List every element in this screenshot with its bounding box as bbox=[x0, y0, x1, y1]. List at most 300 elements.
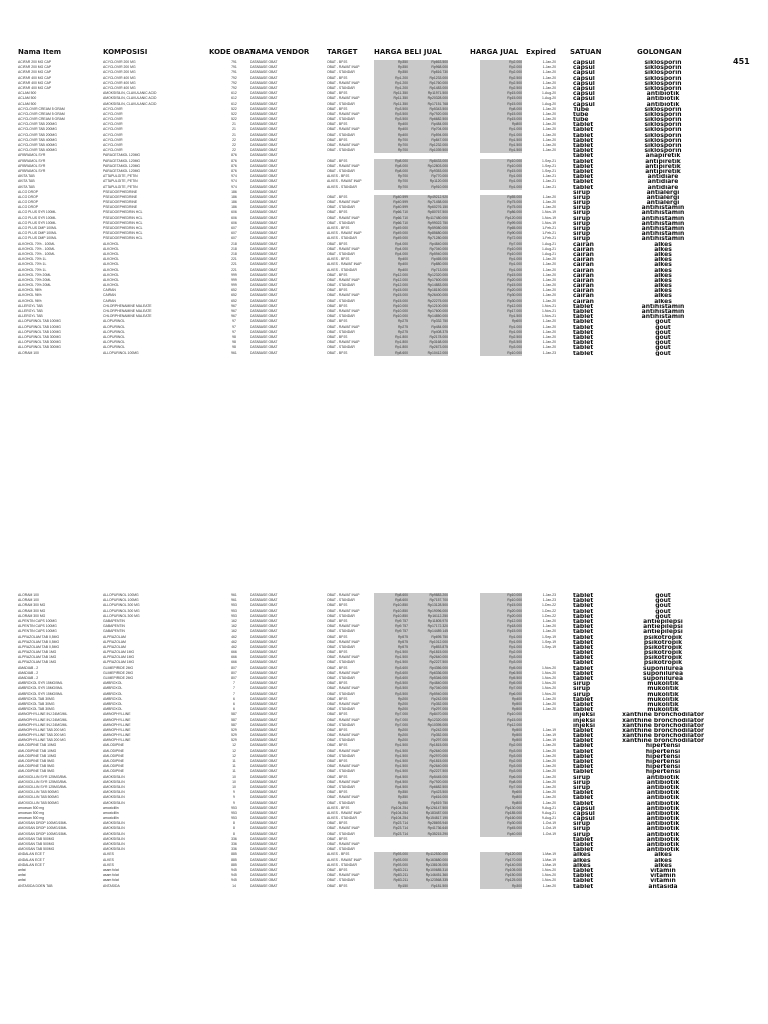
cell-harga-beli: Rp4.000 bbox=[374, 242, 408, 247]
cell-komposisi: GLIMEPIRIDE 2MG bbox=[103, 665, 134, 670]
cell-harga-jual: Rp86.000 bbox=[480, 210, 522, 215]
cell-nama-vendor: DATABASE OBAT bbox=[250, 143, 278, 147]
cell-harga-jual: Rp2.000 bbox=[480, 650, 522, 655]
cell-satuan: cairan bbox=[573, 267, 594, 273]
cell-satuan: tablet bbox=[573, 158, 594, 164]
cell-target: OBAT - STANDAR bbox=[327, 660, 355, 665]
cell-harga-jual: Rp2.500 bbox=[480, 81, 522, 86]
cell-nama-vendor: DATABASE OBAT bbox=[250, 717, 278, 722]
cell-golongan: siklosporin bbox=[644, 122, 682, 128]
cell-target: ALKES - RAWAT INAP bbox=[327, 857, 362, 862]
cell-nama-item: ALLERGYL TAB bbox=[18, 314, 43, 319]
cell-expired: 1-Aug-20 bbox=[542, 96, 556, 101]
cell-expired: 1-Jan-20 bbox=[542, 293, 556, 298]
cell-golongan: siklosporin bbox=[644, 85, 682, 92]
cell-kode-obat: 606 bbox=[231, 220, 237, 225]
cell-target: OBAT - BPJS bbox=[327, 634, 348, 639]
cell-nama-item: ALPRAZOLAM TAB 1MG bbox=[18, 650, 57, 655]
cell-harga-jual-target: Rp695.750 bbox=[408, 635, 448, 640]
cell-kode-obat: 792 bbox=[231, 85, 237, 90]
cell-kode-obat: 876 bbox=[231, 158, 237, 163]
cell-expired: 1-Nov-19 bbox=[542, 220, 556, 225]
cell-kode-obat: 11 bbox=[232, 759, 236, 763]
cell-nama-vendor: DATABASE OBAT bbox=[250, 593, 278, 597]
header-golongan: GOLONGAN bbox=[637, 48, 682, 56]
cell-nama-vendor: DATABASE OBAT bbox=[250, 842, 278, 846]
cell-harga-jual-target: Rp5346.000 bbox=[408, 676, 448, 681]
cell-target: OBAT - RAWAT INAP bbox=[327, 748, 360, 753]
cell-harga-beli: Rp1.500 bbox=[374, 769, 408, 774]
table-row bbox=[0, 884, 768, 889]
cell-komposisi: GABAPENTIN bbox=[103, 624, 125, 629]
cell-golongan: antibiotik bbox=[646, 800, 680, 806]
cell-komposisi: AMINOPHYLLINE bbox=[103, 717, 131, 722]
cell-kode-obat: 14 bbox=[232, 883, 236, 888]
cell-nama-item: ACIFAR 400 MG CAP bbox=[18, 75, 52, 80]
cell-satuan: tablet bbox=[573, 738, 594, 744]
cell-nama-vendor: DATABASE OBAT bbox=[250, 277, 278, 282]
cell-nama-item: ACIFAR 200 MG CAP bbox=[18, 60, 52, 64]
cell-harga-jual: Rp600 bbox=[480, 790, 522, 795]
cell-komposisi: AMLODIPINE bbox=[103, 759, 124, 763]
cell-harga-jual: Rp15.000 bbox=[480, 273, 522, 278]
cell-target: OBAT - BPJS bbox=[327, 137, 348, 142]
cell-nama-item: ACLAM 500 bbox=[18, 91, 37, 96]
cell-nama-item: ALCO DROP bbox=[18, 200, 38, 205]
cell-harga-beli: Rp700 bbox=[374, 138, 408, 143]
cell-kode-obat: 22 bbox=[232, 148, 236, 153]
cell-nama-item: ACYCLOVIR CREAM 5 GRAM bbox=[18, 117, 65, 122]
cell-komposisi: ALKOHOL bbox=[103, 272, 120, 277]
cell-satuan: cairan bbox=[573, 257, 594, 263]
cell-nama-vendor: DATABASE OBAT bbox=[250, 303, 278, 308]
cell-kode-obat: 945 bbox=[231, 873, 237, 878]
cell-expired: 1-Jan-20 bbox=[542, 148, 556, 153]
cell-harga-jual-target: Rp880.000 bbox=[408, 262, 448, 267]
cell-expired: 1-Jan-23 bbox=[542, 598, 556, 603]
cell-target: OBAT - STANDAR bbox=[327, 117, 355, 122]
cell-golongan: gout bbox=[655, 329, 671, 335]
cell-kode-obat: 336 bbox=[231, 842, 237, 846]
cell-harga-jual: Rp18.000 bbox=[480, 624, 522, 629]
cell-komposisi: AMOKSISILIN bbox=[103, 779, 125, 784]
cell-expired: 1-Jan-19 bbox=[542, 733, 556, 738]
cell-nama-vendor: DATABASE OBAT bbox=[250, 878, 278, 883]
cell-expired: 1-Jan-20 bbox=[542, 298, 556, 303]
cell-target: ALKES - RAWAT INAP bbox=[327, 231, 362, 236]
cell-nama-vendor: DATABASE OBAT bbox=[250, 764, 278, 769]
cell-komposisi: ACYCLOVIR 400 MG bbox=[103, 75, 136, 80]
cell-harga-beli: Rp9.757 bbox=[374, 624, 408, 629]
cell-satuan: capsul bbox=[573, 96, 595, 102]
cell-harga-beli: Rp1.500 bbox=[374, 759, 408, 764]
cell-nama-item: ACYCLOVIR TAB 200MG bbox=[18, 132, 57, 137]
cell-harga-jual-target: Rp5940.000 bbox=[408, 252, 448, 257]
cell-golongan: antibiotik bbox=[646, 821, 680, 827]
cell-komposisi: ALOPURINOL bbox=[103, 345, 125, 350]
cell-komposisi: AMOKSISILIN bbox=[103, 795, 125, 800]
cell-komposisi: ALOPURINOL bbox=[103, 340, 125, 345]
cell-nama-item: ALLOPURINOL TAB 300MG bbox=[18, 334, 61, 339]
cell-nama-item: ALLOPURINOL TAB 100MG bbox=[18, 319, 61, 324]
cell-golongan: antibiotik bbox=[646, 795, 680, 801]
cell-nama-item: ALKOHOL 70% 1L bbox=[18, 267, 47, 272]
cell-nama-item: ALPENTIN CAPS 100MG bbox=[18, 624, 57, 629]
cell-kode-obat: 10 bbox=[232, 774, 236, 779]
cell-expired: 1-Jan-23 bbox=[542, 593, 556, 597]
cell-expired: 1-Oct-19 bbox=[542, 831, 556, 836]
cell-nama-vendor: DATABASE OBAT bbox=[250, 85, 278, 90]
cell-expired: 1-Jan-20 bbox=[542, 283, 556, 288]
cell-satuan: tablet bbox=[573, 168, 594, 175]
cell-kode-obat: 221 bbox=[231, 257, 237, 262]
cell-nama-vendor: DATABASE OBAT bbox=[250, 707, 278, 712]
cell-golongan: alkes bbox=[654, 293, 672, 299]
cell-harga-beli: Rp275 bbox=[374, 325, 408, 330]
cell-nama-vendor: DATABASE OBAT bbox=[250, 334, 278, 339]
cell-nama-vendor: DATABASE OBAT bbox=[250, 691, 278, 696]
cell-harga-beli: Rp12.000 bbox=[374, 278, 408, 283]
cell-target: OBAT - STANDAR bbox=[327, 707, 355, 712]
cell-nama-item: ALCO PLUS SYR 100ML bbox=[18, 215, 57, 220]
cell-harga-jual: Rp2.000 bbox=[480, 65, 522, 70]
cell-satuan: tablet bbox=[573, 137, 594, 144]
cell-golongan: siklosporin bbox=[644, 117, 682, 123]
cell-kode-obat: 336 bbox=[231, 847, 237, 852]
cell-harga-jual: Rp10.000 bbox=[480, 247, 522, 252]
cell-harga-beli: Rp8.000 bbox=[374, 164, 408, 169]
cell-kode-obat: 8 bbox=[233, 821, 235, 826]
cell-nama-vendor: DATABASE OBAT bbox=[250, 298, 278, 303]
cell-nama-vendor: DATABASE OBAT bbox=[250, 91, 278, 96]
cell-harga-jual-target: Rp1483.000 bbox=[408, 86, 448, 91]
cell-harga-beli: Rp400 bbox=[374, 133, 408, 138]
cell-nama-item: AFIBRAMOL SYR bbox=[18, 163, 46, 168]
cell-harga-jual-target: Rp2227.500 bbox=[408, 769, 448, 774]
cell-target: OBAT - STANDAR bbox=[327, 691, 355, 696]
cell-golongan: siklosporin bbox=[644, 60, 682, 66]
cell-harga-jual: Rp400 bbox=[480, 697, 522, 702]
cell-harga-beli: Rp4.500 bbox=[374, 785, 408, 790]
cell-komposisi: AMBROXOL bbox=[103, 686, 123, 691]
cell-target: ALKES - STANDAR bbox=[327, 862, 357, 867]
cell-harga-jual: Rp75.000 bbox=[480, 200, 522, 205]
cell-harga-beli: Rp4.000 bbox=[374, 247, 408, 252]
cell-golongan: alkes bbox=[654, 283, 672, 289]
cell-harga-jual: Rp1.500 bbox=[480, 148, 522, 153]
cell-harga-beli: Rp400 bbox=[374, 257, 408, 262]
cell-expired: 1-Mar-19 bbox=[542, 857, 556, 862]
cell-harga-beli: Rp49.000 bbox=[374, 226, 408, 231]
cell-nama-vendor: DATABASE OBAT bbox=[250, 696, 278, 701]
cell-nama-item: ANDALAN ECE T bbox=[18, 852, 45, 857]
cell-satuan: capsul bbox=[573, 101, 595, 107]
cell-kode-obat: 529 bbox=[231, 733, 237, 738]
cell-target: OBAT - RAWAT INAP bbox=[327, 701, 360, 706]
cell-expired: 1-Dec-22 bbox=[542, 613, 556, 618]
cell-expired: 1-Dec-22 bbox=[542, 608, 556, 613]
cell-nama-item: amoxsan 500 mg bbox=[18, 816, 45, 821]
cell-expired: 1-Jan-20 bbox=[542, 127, 556, 132]
cell-nama-vendor: DATABASE OBAT bbox=[250, 598, 278, 603]
cell-harga-jual-target: Rp12320.000 bbox=[408, 718, 448, 723]
cell-nama-vendor: DATABASE OBAT bbox=[250, 676, 278, 680]
cell-harga-beli: Rp11.350 bbox=[374, 102, 408, 107]
cell-golongan: antibiotik bbox=[646, 836, 680, 843]
cell-nama-item: AFIBRAMOL SYR bbox=[18, 153, 46, 158]
cell-komposisi: PARACETAMOL 120MG bbox=[103, 168, 141, 173]
cell-harga-beli: Rp400 bbox=[374, 122, 408, 127]
cell-nama-vendor: DATABASE OBAT bbox=[250, 324, 278, 329]
cell-expired: 1-Oct-19 bbox=[542, 821, 556, 826]
cell-expired: 1-Oct-19 bbox=[542, 826, 556, 831]
cell-harga-jual-target: Rp663.500 bbox=[408, 60, 448, 65]
cell-nama-item: AMBROXOL TAB 30MG bbox=[18, 701, 55, 706]
cell-nama-vendor: DATABASE OBAT bbox=[250, 686, 278, 691]
cell-expired: 1-Jan-20 bbox=[542, 618, 556, 623]
cell-golongan: gout bbox=[655, 603, 671, 609]
cell-kode-obat: 885 bbox=[231, 862, 237, 867]
cell-nama-item: AMBROXOL TAB 30MG bbox=[18, 696, 55, 701]
cell-harga-jual-target: Rp138105.000 bbox=[408, 863, 448, 868]
cell-nama-vendor: DATABASE OBAT bbox=[250, 96, 278, 101]
cell-nama-vendor: DATABASE OBAT bbox=[250, 153, 278, 158]
cell-target: OBAT - STANDAR bbox=[327, 283, 355, 288]
cell-nama-item: AMOXICILLIN SYR 125MG/5ML bbox=[18, 784, 67, 789]
cell-kode-obat: 9 bbox=[233, 795, 235, 800]
cell-harga-jual: Rp500 bbox=[480, 738, 522, 743]
cell-harga-jual: Rp45.000 bbox=[480, 826, 522, 831]
cell-expired: 1-Jan-20 bbox=[542, 288, 556, 293]
cell-harga-jual-target: Rp770.000 bbox=[408, 174, 448, 179]
cell-harga-beli: Rp200 bbox=[374, 697, 408, 702]
cell-target: OBAT - BPJS bbox=[327, 712, 348, 717]
cell-kode-obat: 587 bbox=[231, 712, 237, 717]
cell-kode-obat: 186 bbox=[231, 189, 237, 194]
cell-satuan: tablet bbox=[573, 603, 594, 609]
cell-satuan: sirup bbox=[573, 194, 591, 201]
cell-expired: 1-Jan-20 bbox=[542, 272, 556, 277]
cell-nama-vendor: DATABASE OBAT bbox=[250, 288, 278, 293]
cell-kode-obat: 21 bbox=[232, 132, 236, 137]
cell-harga-beli: Rp1.200 bbox=[374, 76, 408, 81]
cell-target: OBAT - STANDAR bbox=[327, 847, 355, 852]
cell-harga-jual-target: Rp59080.000 bbox=[408, 226, 448, 231]
cell-nama-item: ALORAM 300 MG bbox=[18, 613, 46, 618]
cell-harga-jual-target: Rp71458.000 bbox=[408, 200, 448, 205]
cell-harga-jual-target: Rp5940.000 bbox=[408, 692, 448, 697]
cell-golongan: siklosporin bbox=[644, 106, 682, 112]
cell-target: OBAT - RAWAT INAP bbox=[327, 111, 360, 116]
cell-satuan: tablet bbox=[573, 795, 594, 801]
cell-harga-jual: Rp1.000 bbox=[480, 635, 522, 640]
cell-golongan: antidiare bbox=[647, 174, 679, 180]
cell-harga-beli: Rp1.500 bbox=[374, 743, 408, 748]
table-block-1 bbox=[0, 60, 768, 356]
cell-target: OBAT - RAWAT INAP bbox=[327, 670, 360, 675]
cell-expired: 1-Jan-20 bbox=[542, 748, 556, 753]
cell-nama-item: ACIFAR 400 MG CAP bbox=[18, 85, 52, 90]
cell-harga-beli: Rp3.500 bbox=[374, 117, 408, 122]
cell-komposisi: ALKOHOL bbox=[103, 262, 120, 267]
cell-target: OBAT - BPJS bbox=[327, 319, 348, 324]
cell-golongan: suponilurea bbox=[643, 670, 683, 677]
cell-golongan: antibiotik bbox=[646, 847, 680, 853]
cell-satuan: cairan bbox=[573, 277, 594, 284]
cell-komposisi: GABAPENTIN bbox=[103, 629, 125, 634]
cell-komposisi: AMOKSISILIN bbox=[103, 800, 125, 805]
cell-harga-jual-target: Rp8470.000 bbox=[408, 712, 448, 717]
cell-satuan: tablet bbox=[573, 836, 594, 843]
cell-harga-beli: Rp350 bbox=[374, 65, 408, 70]
cell-harga-beli: Rp400 bbox=[374, 268, 408, 273]
cell-target: ALKES - BPJS bbox=[327, 805, 350, 810]
cell-kode-obat: 666 bbox=[231, 655, 237, 660]
cell-satuan: tablet bbox=[573, 790, 594, 796]
cell-target: OBAT - RAWAT INAP bbox=[327, 655, 360, 660]
cell-satuan: tablet bbox=[573, 148, 594, 154]
cell-harga-jual-target: Rp100685.310 bbox=[408, 868, 448, 873]
cell-satuan: sirup bbox=[573, 686, 591, 692]
cell-nama-item: ALORAM 100 bbox=[18, 350, 39, 355]
cell-target: OBAT - RAWAT INAP bbox=[327, 873, 360, 878]
cell-harga-jual-target: Rp126147.500 bbox=[408, 806, 448, 811]
cell-harga-jual-target: Rp10395.000 bbox=[408, 723, 448, 728]
cell-harga-jual: Rp1.000 bbox=[480, 257, 522, 262]
cell-harga-jual: Rp15.000 bbox=[480, 603, 522, 608]
cell-satuan: cairan bbox=[573, 288, 594, 294]
cell-harga-jual: Rp160.000 bbox=[480, 816, 522, 821]
cell-komposisi: AMBROXOL bbox=[103, 701, 123, 706]
cell-harga-beli: Rp8.000 bbox=[374, 159, 408, 164]
cell-expired: 1-Jan-20 bbox=[542, 132, 556, 137]
cell-expired: 1-Jan-20 bbox=[542, 65, 556, 70]
cell-nama-vendor: DATABASE OBAT bbox=[250, 795, 278, 800]
cell-nama-item: anfat bbox=[18, 873, 26, 878]
cell-harga-beli: Rp3.600 bbox=[374, 671, 408, 676]
cell-satuan: Tube bbox=[573, 106, 590, 112]
cell-golongan: xanthine bronchodilator bbox=[622, 722, 704, 728]
cell-kode-obat: 607 bbox=[231, 231, 237, 236]
cell-nama-item: AMOXICILLIN TAB 500MG bbox=[18, 790, 59, 795]
cell-nama-item: ALCO DROP bbox=[18, 189, 38, 194]
cell-harga-jual: Rp6.000 bbox=[480, 692, 522, 697]
cell-harga-jual-target: Rp85680.000 bbox=[408, 231, 448, 236]
cell-golongan: siklosporin bbox=[644, 137, 682, 144]
cell-target: OBAT - STANDAR bbox=[327, 314, 355, 319]
cell-golongan: siklosporin bbox=[644, 132, 682, 138]
cell-nama-item: AMOXSAN TAB 500MG bbox=[18, 847, 55, 852]
cell-target: OBAT - RAWAT INAP bbox=[327, 80, 360, 85]
cell-nama-item: ALPRAZOLAM TAB 1MG bbox=[18, 660, 57, 665]
cell-nama-item: ALPENTIN CAPS 100MG bbox=[18, 618, 57, 623]
cell-golongan: xanthine bronchodilator bbox=[622, 717, 704, 723]
cell-harga-jual-target: Rp408.375 bbox=[408, 330, 448, 335]
cell-satuan: tablet bbox=[573, 644, 594, 651]
cell-harga-jual-target: Rp14850.000 bbox=[408, 314, 448, 319]
cell-target: OBAT - BPJS bbox=[327, 241, 348, 246]
cell-harga-jual-target: Rp112530.000 bbox=[408, 852, 448, 857]
cell-harga-jual: Rp800 bbox=[480, 122, 522, 127]
cell-satuan: tablet bbox=[573, 764, 594, 770]
cell-nama-item: AMOXICILLIN TAB 500MG bbox=[18, 800, 59, 805]
cell-nama-item: AFIBRAMOL SYR bbox=[18, 158, 46, 163]
cell-satuan: tablet bbox=[573, 660, 594, 666]
cell-satuan: sirup bbox=[573, 189, 591, 195]
cell-expired: 1-Jan-20 bbox=[542, 345, 556, 350]
cell-nama-item: ALLOPURINOL TAB 100MG bbox=[18, 329, 61, 334]
cell-satuan: sirup bbox=[573, 210, 591, 216]
cell-harga-beli: Rp10.850 bbox=[374, 609, 408, 614]
cell-komposisi: amoxicillin bbox=[103, 816, 119, 821]
cell-golongan: anapiretik bbox=[645, 153, 681, 159]
cell-harga-jual: Rp72.000 bbox=[480, 236, 522, 241]
cell-nama-vendor: DATABASE OBAT bbox=[250, 194, 278, 199]
cell-expired: 1-Jan-20 bbox=[542, 790, 556, 795]
cell-golongan: hipertensi bbox=[645, 759, 681, 765]
cell-target: OBAT - STANDAR bbox=[327, 70, 355, 75]
cell-nama-item: AMOXICILLIN SYR 125MG/5ML bbox=[18, 779, 67, 784]
cell-satuan: sirup bbox=[573, 200, 591, 206]
cell-harga-jual-target: Rp4356.000 bbox=[408, 666, 448, 671]
cell-harga-jual-target: Rp20328.000 bbox=[408, 96, 448, 101]
cell-satuan: tablet bbox=[573, 873, 594, 879]
cell-komposisi: AMOKSISILIN bbox=[103, 842, 125, 846]
cell-kode-obat: 606 bbox=[231, 210, 237, 215]
cell-golongan: antibiotik bbox=[646, 826, 680, 832]
cell-kode-obat: 11 bbox=[232, 769, 236, 774]
cell-komposisi: ALKES bbox=[103, 852, 114, 857]
cell-komposisi: PSEUDOEPHEDRIN HCL bbox=[103, 210, 143, 215]
cell-harga-beli: Rp400 bbox=[374, 262, 408, 267]
cell-golongan: psikotropik bbox=[643, 655, 683, 661]
cell-harga-beli: Rp3.600 bbox=[374, 676, 408, 681]
cell-harga-jual-target: Rp123568.335 bbox=[408, 878, 448, 883]
cell-komposisi: ALPRAZOLAM 1MG bbox=[103, 650, 135, 655]
cell-golongan: gout bbox=[655, 350, 671, 356]
cell-harga-jual: Rp20.000 bbox=[480, 288, 522, 293]
cell-nama-vendor: DATABASE OBAT bbox=[250, 624, 278, 629]
cell-komposisi: AMLODIPINE bbox=[103, 743, 124, 748]
cell-komposisi: AMBROXOL bbox=[103, 681, 123, 686]
cell-harga-jual: Rp15.000 bbox=[480, 629, 522, 634]
cell-satuan: sirup bbox=[573, 691, 591, 697]
cell-harga-jual: Rp7.000 bbox=[480, 686, 522, 691]
cell-kode-obat: 9 bbox=[233, 790, 235, 795]
cell-nama-item: ALORAM 300 MG bbox=[18, 603, 46, 608]
cell-harga-jual-target: Rp26400.000 bbox=[408, 293, 448, 298]
cell-harga-jual: Rp30.000 bbox=[480, 821, 522, 826]
cell-nama-item: ACYCLOVIR TAB 200MG bbox=[18, 127, 57, 132]
cell-harga-beli: Rp4.500 bbox=[374, 775, 408, 780]
cell-golongan: antibiotik bbox=[646, 790, 680, 796]
header-nama-item: Nama Item bbox=[18, 48, 62, 56]
cell-komposisi: PSEUDOEPHEDRIN HCL bbox=[103, 231, 143, 236]
cell-nama-item: ANTASIDA DOEN TAB bbox=[18, 883, 53, 888]
cell-target: OBAT - BPJS bbox=[327, 836, 348, 841]
cell-harga-jual: Rp2.500 bbox=[480, 76, 522, 81]
cell-harga-beli: Rp1.500 bbox=[374, 754, 408, 759]
cell-harga-jual: Rp3.000 bbox=[480, 655, 522, 660]
cell-kode-obat: 652 bbox=[231, 298, 237, 303]
cell-harga-jual: Rp7.000 bbox=[480, 785, 522, 790]
cell-harga-jual-target: Rp5445.000 bbox=[408, 775, 448, 780]
cell-komposisi: CAIRAN bbox=[103, 288, 116, 293]
cell-nama-vendor: DATABASE OBAT bbox=[250, 215, 278, 220]
cell-harga-jual-target: Rp35215.290 bbox=[408, 832, 448, 837]
cell-satuan: tablet bbox=[573, 696, 594, 702]
cell-kode-obat: 953 bbox=[231, 805, 237, 810]
